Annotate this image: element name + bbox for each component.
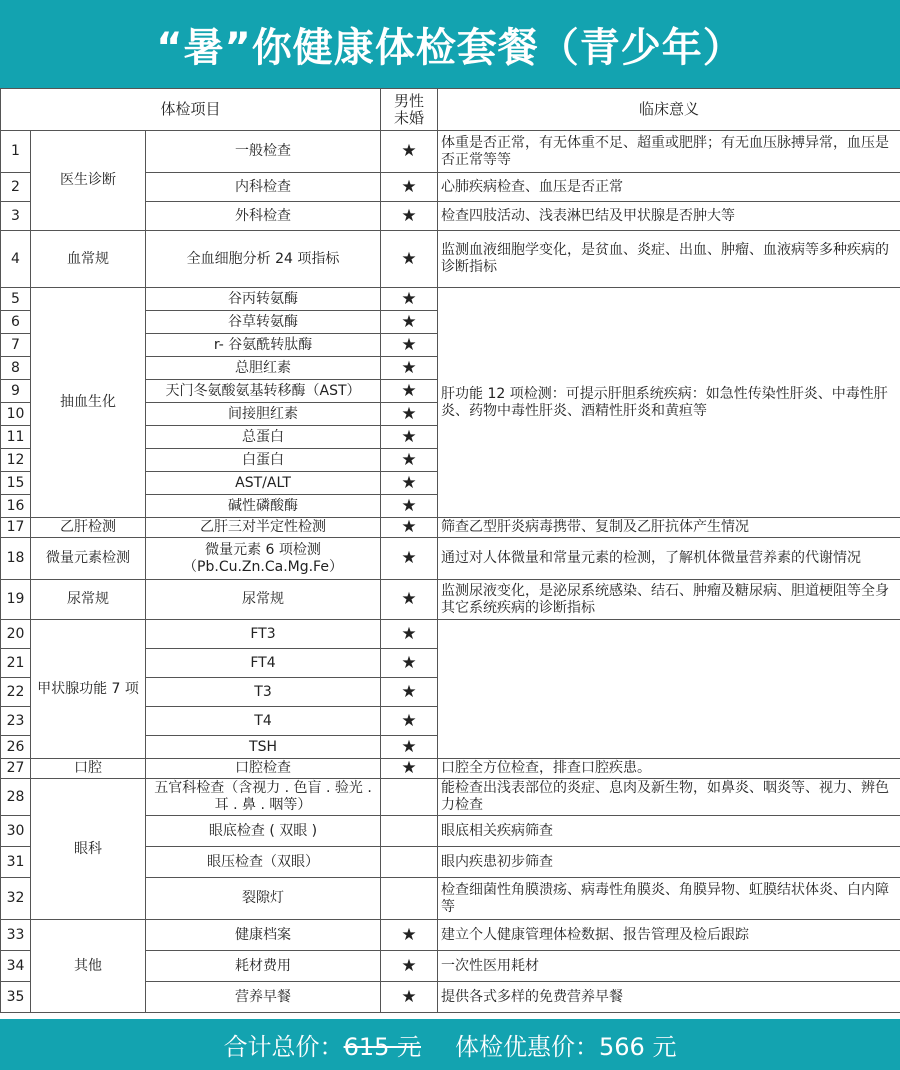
included-star-cell: [381, 847, 438, 878]
included-star-cell: ★: [381, 449, 438, 472]
row-number: 10: [1, 403, 31, 426]
row-number: 32: [1, 878, 31, 920]
included-star-cell: ★: [381, 649, 438, 678]
row-number: 12: [1, 449, 31, 472]
included-star-cell: ★: [381, 518, 438, 538]
included-star-cell: [381, 878, 438, 920]
category-cell: 口腔: [31, 759, 146, 779]
included-star-cell: ★: [381, 202, 438, 231]
exam-item-cell: 乙肝三对半定性检测: [146, 518, 381, 538]
row-number: 9: [1, 380, 31, 403]
category-cell: 乙肝检测: [31, 518, 146, 538]
category-cell: 医生诊断: [31, 131, 146, 231]
page-title: “暑”你健康体检套餐（青少年）: [156, 24, 744, 71]
meaning-cell: 检查细菌性角膜溃疡、病毒性角膜炎、角膜异物、虹膜结状体炎、白内障等: [438, 878, 900, 920]
meaning-cell: 眼底相关疾病筛查: [438, 816, 900, 847]
header-item: 体检项目: [1, 89, 381, 131]
table-row: [1, 131, 900, 173]
exam-item-cell: FT4: [146, 649, 381, 678]
exam-item-cell: 眼底检查 ( 双眼 ): [146, 816, 381, 847]
meaning-cell: 监测尿液变化，是泌尿系统感染、结石、肿瘤及糖尿病、胆道梗阻等全身其它系统疾病的诊断指标: [438, 580, 900, 620]
row-number: 28: [1, 779, 31, 816]
row-number: 1: [1, 131, 31, 173]
included-star-cell: ★: [381, 736, 438, 759]
exam-item-cell: 一般检查: [146, 131, 381, 173]
category-cell: 抽血生化: [31, 288, 146, 518]
meaning-cell: 一次性医用耗材: [438, 951, 900, 982]
exam-item-cell: 全血细胞分析 24 项指标: [146, 231, 381, 288]
meaning-cell: 心肺疾病检查、血压是否正常: [438, 173, 900, 202]
table-row: [1, 231, 900, 288]
exam-item-cell: 眼压检查（双眼）: [146, 847, 381, 878]
row-number: 6: [1, 311, 31, 334]
row-number: 3: [1, 202, 31, 231]
exam-item-cell: 白蛋白: [146, 449, 381, 472]
discount-price: 566 元: [599, 1033, 677, 1061]
exam-item-cell: 总胆红素: [146, 357, 381, 380]
exam-item-cell: FT3: [146, 620, 381, 649]
meaning-cell: 能检查出浅表部位的炎症、息肉及新生物，如鼻炎、咽炎等、视力、辨色力检查: [438, 779, 900, 816]
included-star-cell: ★: [381, 678, 438, 707]
included-star-cell: ★: [381, 472, 438, 495]
exam-item-cell: 耗材费用: [146, 951, 381, 982]
table-row: [1, 620, 900, 649]
row-number: 23: [1, 707, 31, 736]
included-star-cell: ★: [381, 982, 438, 1013]
exam-table-body: [1, 89, 900, 1013]
table-row: [1, 779, 900, 816]
included-star-cell: ★: [381, 495, 438, 518]
included-star-cell: ★: [381, 173, 438, 202]
category-cell: 眼科: [31, 779, 146, 920]
row-number: 35: [1, 982, 31, 1013]
exam-item-cell: 天门冬氨酸氨基转移酶（AST）: [146, 380, 381, 403]
total-price: 615 元: [343, 1033, 421, 1061]
exam-item-cell: 总蛋白: [146, 426, 381, 449]
included-star-cell: ★: [381, 403, 438, 426]
row-number: 30: [1, 816, 31, 847]
exam-item-cell: 五官科检查（含视力 . 色盲 . 验光 . 耳 . 鼻 . 咽等）: [146, 779, 381, 816]
exam-item-cell: 谷丙转氨酶: [146, 288, 381, 311]
exam-item-cell: T4: [146, 707, 381, 736]
included-star-cell: ★: [381, 131, 438, 173]
exam-item-cell: 裂隙灯: [146, 878, 381, 920]
row-number: 18: [1, 538, 31, 580]
exam-item-cell: 碱性磷酸酶: [146, 495, 381, 518]
header-meaning: 临床意义: [438, 89, 900, 131]
included-star-cell: ★: [381, 380, 438, 403]
row-number: 26: [1, 736, 31, 759]
included-star-cell: ★: [381, 426, 438, 449]
included-star-cell: ★: [381, 759, 438, 779]
exam-item-cell: 谷草转氨酶: [146, 311, 381, 334]
meaning-cell: 检查四肢活动、浅表淋巴结及甲状腺是否肿大等: [438, 202, 900, 231]
row-number: 33: [1, 920, 31, 951]
title-banner: [0, 0, 900, 88]
category-cell: 其他: [31, 920, 146, 1013]
table-row: [1, 288, 900, 311]
included-star-cell: [381, 779, 438, 816]
row-number: 16: [1, 495, 31, 518]
included-star-cell: [381, 816, 438, 847]
exam-item-cell: 外科检查: [146, 202, 381, 231]
exam-item-cell: 间接胆红素: [146, 403, 381, 426]
row-number: 5: [1, 288, 31, 311]
row-number: 7: [1, 334, 31, 357]
included-star-cell: ★: [381, 538, 438, 580]
table-row: [1, 538, 900, 580]
exam-item-cell: r- 谷氨酰转肽酶: [146, 334, 381, 357]
included-star-cell: ★: [381, 357, 438, 380]
meaning-cell: [438, 620, 900, 759]
table-row: [1, 580, 900, 620]
included-star-cell: ★: [381, 580, 438, 620]
meaning-cell: 眼内疾患初步筛查: [438, 847, 900, 878]
meaning-cell: 通过对人体微量和常量元素的检测，了解机体微量营养素的代谢情况: [438, 538, 900, 580]
row-number: 4: [1, 231, 31, 288]
row-number: 27: [1, 759, 31, 779]
meaning-cell: 口腔全方位检查，排查口腔疾患。: [438, 759, 900, 779]
included-star-cell: ★: [381, 620, 438, 649]
row-number: 31: [1, 847, 31, 878]
exam-item-cell: 口腔检查: [146, 759, 381, 779]
row-number: 20: [1, 620, 31, 649]
exam-table: [0, 88, 900, 1013]
table-row: [1, 518, 900, 538]
exam-item-cell: T3: [146, 678, 381, 707]
row-number: 2: [1, 173, 31, 202]
included-star-cell: ★: [381, 231, 438, 288]
included-star-cell: ★: [381, 951, 438, 982]
exam-item-cell: 营养早餐: [146, 982, 381, 1013]
table-header-row: [1, 89, 900, 131]
header-gender: 男性 未婚: [381, 89, 438, 131]
included-star-cell: ★: [381, 707, 438, 736]
discount-label: 体检优惠价：: [455, 1033, 599, 1061]
exam-item-cell: TSH: [146, 736, 381, 759]
meaning-cell: 提供各式多样的免费营养早餐: [438, 982, 900, 1013]
row-number: 11: [1, 426, 31, 449]
row-number: 8: [1, 357, 31, 380]
meaning-cell: 筛查乙型肝炎病毒携带、复制及乙肝抗体产生情况: [438, 518, 900, 538]
price-footer: [0, 1019, 900, 1070]
meaning-cell: 建立个人健康管理体检数据、报告管理及检后跟踪: [438, 920, 900, 951]
category-cell: 甲状腺功能 7 项: [31, 620, 146, 759]
row-number: 17: [1, 518, 31, 538]
included-star-cell: ★: [381, 288, 438, 311]
included-star-cell: ★: [381, 334, 438, 357]
included-star-cell: ★: [381, 311, 438, 334]
category-cell: 微量元素检测: [31, 538, 146, 580]
exam-item-cell: 健康档案: [146, 920, 381, 951]
exam-item-cell: 内科检查: [146, 173, 381, 202]
total-label: 合计总价：: [223, 1033, 344, 1061]
meaning-cell: 体重是否正常，有无体重不足、超重或肥胖；有无血压脉搏异常，血压是否正常等等: [438, 131, 900, 173]
table-row: [1, 920, 900, 951]
row-number: 15: [1, 472, 31, 495]
exam-item-cell: 尿常规: [146, 580, 381, 620]
meaning-cell: 监测血液细胞学变化，是贫血、炎症、出血、肿瘤、血液病等多种疾病的诊断指标: [438, 231, 900, 288]
row-number: 19: [1, 580, 31, 620]
table-row: [1, 759, 900, 779]
exam-item-cell: 微量元素 6 项检测（Pb.Cu.Zn.Ca.Mg.Fe）: [146, 538, 381, 580]
row-number: 21: [1, 649, 31, 678]
category-cell: 血常规: [31, 231, 146, 288]
included-star-cell: ★: [381, 920, 438, 951]
exam-item-cell: AST/ALT: [146, 472, 381, 495]
meaning-cell: 肝功能 12 项检测：可提示肝胆系统疾病：如急性传染性肝炎、中毒性肝炎、药物中毒性肝炎、酒精性肝炎和黄疸等: [438, 288, 900, 518]
category-cell: 尿常规: [31, 580, 146, 620]
row-number: 22: [1, 678, 31, 707]
row-number: 34: [1, 951, 31, 982]
